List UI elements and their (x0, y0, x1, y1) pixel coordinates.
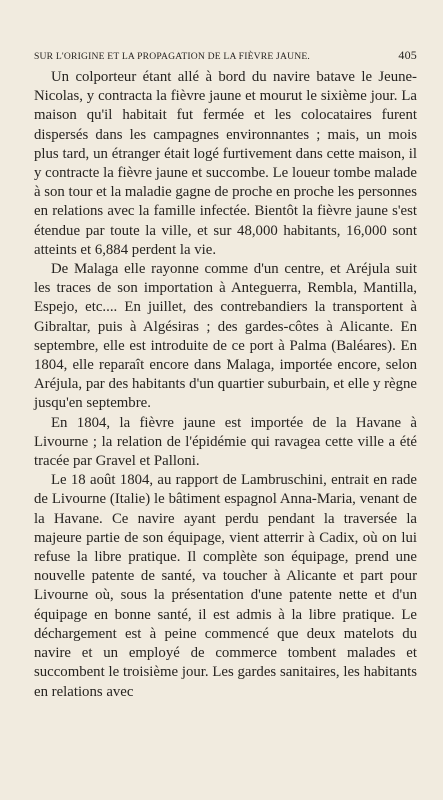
paragraph: Le 18 août 1804, au rapport de Lambruschini, entrait en rade de Livourne (Italie) le bâtiment espagnol Anna-Maria, venant de la Havane. Ce navire ayant perdu pendant la traversée la majeure partie de son équipage, vient atterrir à Cadix, où on lui refuse la libre pratique. Il complète son équipage, prend une nouvelle patente de santé, va toucher à Alicante et part pour Livourne où, sous la présentation d'une patente nette et d'un équipage en bonne santé, il est admis à la libre pratique. Le déchargement est à peine commencé que deux matelots du navire et un employé de commerce tombent malades et succombent le troisième jour. Les gardes sanitaires, les habitants en relations avec (34, 472, 417, 700)
running-header (34, 48, 417, 63)
paragraph: De Malaga elle rayonne comme d'un centre, et Aréjula suit les traces de son importation à Anteguerra, Rembla, Mantilla, Espejo, etc.... En juillet, des contrebandiers la transportent à Gibraltar, puis à Algésiras ; des gardes-côtes à Alicante. En septembre, elle est introduite de ce port à Palma (Baléares). En 1804, elle reparaît encore dans Malaga, importée encore, selon Aréjula, par des habitants d'un quartier suburbain, et elle y règne jusqu'en septembre. (34, 261, 417, 412)
running-title: SUR L'ORIGINE ET LA PROPAGATION DE LA FIÈVRE JAUNE. (34, 51, 311, 62)
paragraph: Un colporteur étant allé à bord du navire batave le Jeune-Nicolas, y contracta la fièvre jaune et mourut le sixième jour. La maison qu'il habitait fut fermée et les colocataires furent dispersés dans les campagnes environnantes ; mais, un mois plus tard, un étranger était logé furtivement dans cette maison, il y contracte la fièvre jaune et succombe. Le loueur tombe malade à son tour et la maladie gagne de proche en proche les personnes en relations avec la famille infectée. Bientôt la fièvre jaune s'est étendue par toute la ville, et sur 48,000 habitants, 16,000 sont atteints et 6,884 perdent la vie. (34, 69, 417, 258)
page-body (34, 68, 417, 702)
paragraph: En 1804, la fièvre jaune est importée de la Havane à Livourne ; la relation de l'épidémie qui ravagea cette ville a été tracée par Gravel et Palloni. (34, 414, 417, 470)
page-number: 405 (398, 48, 417, 62)
